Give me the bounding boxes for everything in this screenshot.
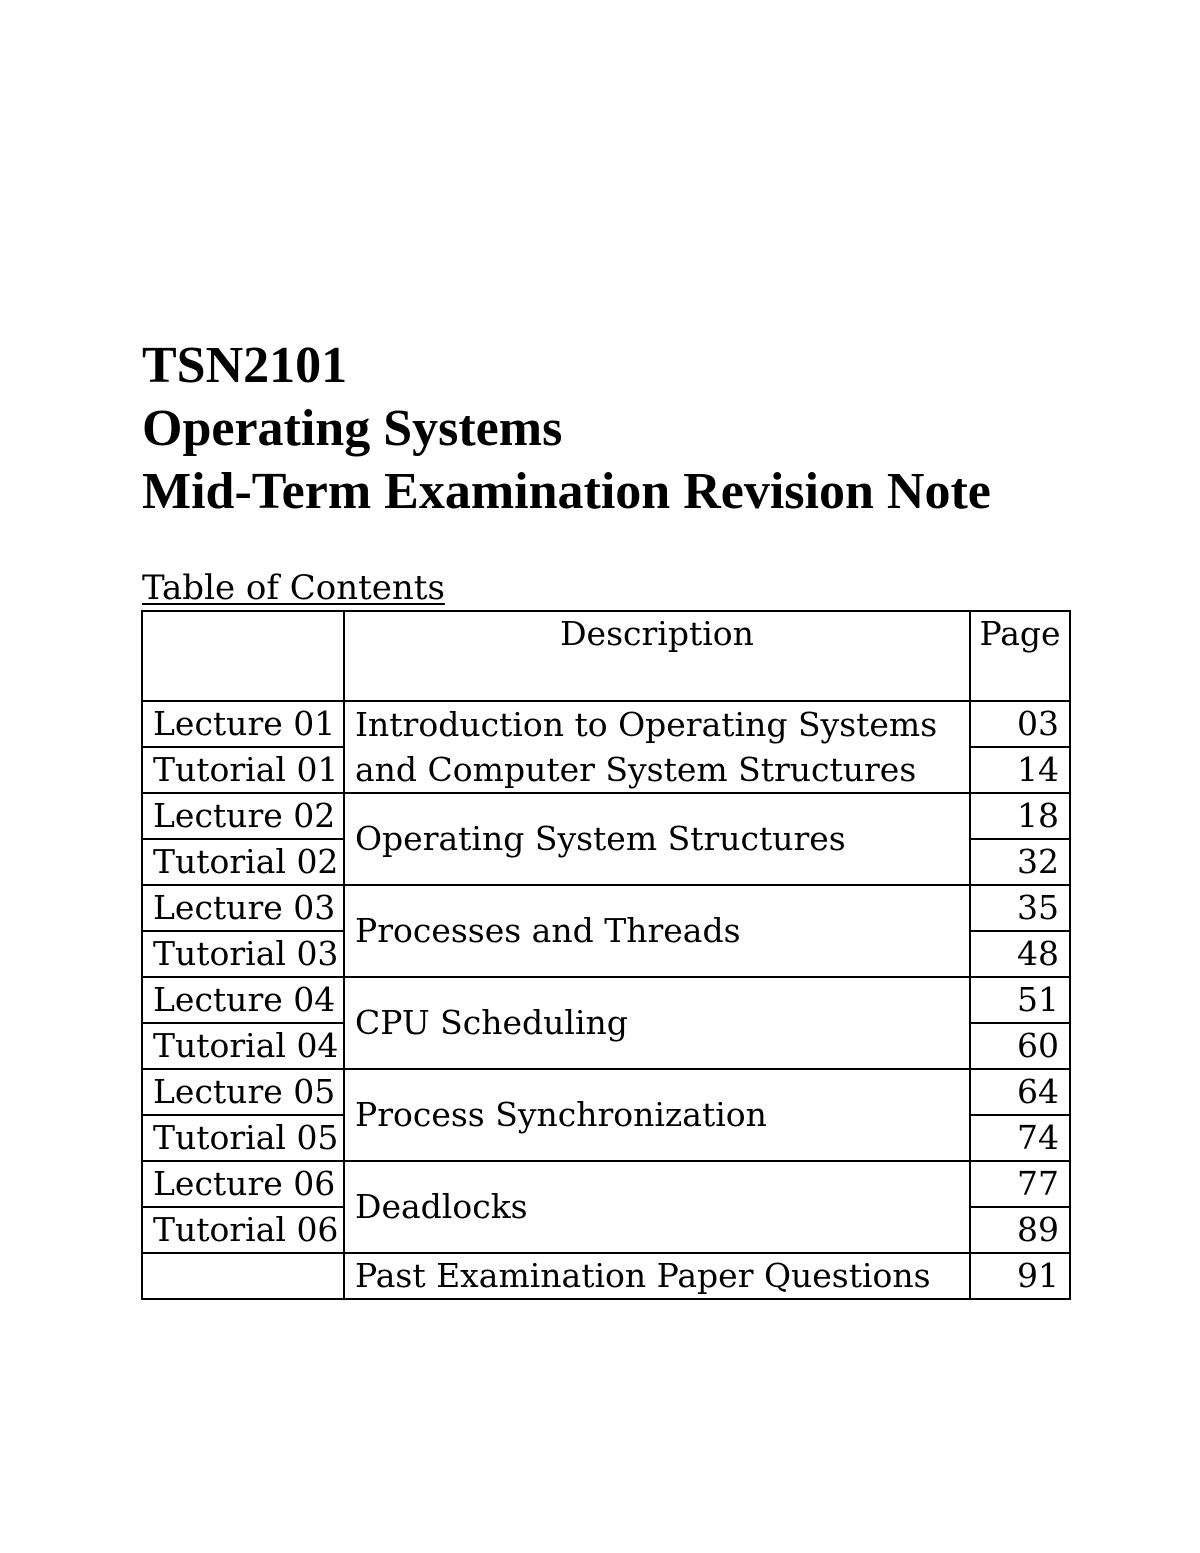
toc-description-cell: Operating System Structures bbox=[344, 793, 970, 885]
toc-session-cell: Tutorial 06 bbox=[142, 1207, 344, 1253]
toc-description-cell: Past Examination Paper Questions bbox=[344, 1253, 970, 1299]
toc-table bbox=[141, 610, 1071, 1300]
toc-page-cell: 60 bbox=[970, 1023, 1070, 1069]
toc-session-cell: Tutorial 03 bbox=[142, 931, 344, 977]
course-name: Operating Systems bbox=[142, 400, 563, 457]
toc-page-cell: 18 bbox=[970, 793, 1070, 839]
toc-description-cell: Process Synchronization bbox=[344, 1069, 970, 1161]
session-column-header bbox=[142, 611, 344, 701]
toc-session-cell: Lecture 05 bbox=[142, 1069, 344, 1115]
toc-page-cell: 77 bbox=[970, 1161, 1070, 1207]
table-row bbox=[142, 701, 1070, 747]
page-column-header: Page bbox=[970, 611, 1070, 701]
toc-session-cell: Lecture 01 bbox=[142, 701, 344, 747]
table-row bbox=[142, 1069, 1070, 1115]
toc-heading: Table of Contents bbox=[142, 568, 445, 608]
toc-description-cell: Processes and Threads bbox=[344, 885, 970, 977]
toc-session-cell: Tutorial 04 bbox=[142, 1023, 344, 1069]
toc-description-cell: Introduction to Operating Systems and Computer System Structures bbox=[344, 701, 970, 793]
toc-session-cell: Tutorial 05 bbox=[142, 1115, 344, 1161]
toc-header-row bbox=[142, 611, 1070, 701]
toc-page-cell: 03 bbox=[970, 701, 1070, 747]
toc-page-cell: 89 bbox=[970, 1207, 1070, 1253]
toc-description-cell: Deadlocks bbox=[344, 1161, 970, 1253]
course-code: TSN2101 bbox=[142, 337, 348, 394]
table-row bbox=[142, 977, 1070, 1023]
toc-page-cell: 74 bbox=[970, 1115, 1070, 1161]
toc-page-cell: 32 bbox=[970, 839, 1070, 885]
table-row bbox=[142, 885, 1070, 931]
toc-body bbox=[142, 701, 1070, 1299]
toc-page-cell: 14 bbox=[970, 747, 1070, 793]
toc-session-cell: Tutorial 02 bbox=[142, 839, 344, 885]
toc-session-cell: Tutorial 01 bbox=[142, 747, 344, 793]
toc-page-cell: 48 bbox=[970, 931, 1070, 977]
toc-session-cell: Lecture 03 bbox=[142, 885, 344, 931]
toc-page-cell: 51 bbox=[970, 977, 1070, 1023]
document-title: Mid-Term Examination Revision Note bbox=[142, 463, 991, 520]
title-block bbox=[142, 334, 991, 523]
toc-session-cell: Lecture 06 bbox=[142, 1161, 344, 1207]
description-column-header: Description bbox=[344, 611, 970, 701]
table-row bbox=[142, 1253, 1070, 1299]
toc-page-cell: 64 bbox=[970, 1069, 1070, 1115]
toc-description-cell: CPU Scheduling bbox=[344, 977, 970, 1069]
toc-session-cell: Lecture 04 bbox=[142, 977, 344, 1023]
toc-page-cell: 35 bbox=[970, 885, 1070, 931]
toc-session-cell: Lecture 02 bbox=[142, 793, 344, 839]
table-row bbox=[142, 793, 1070, 839]
table-row bbox=[142, 1161, 1070, 1207]
toc-page-cell: 91 bbox=[970, 1253, 1070, 1299]
toc-session-cell bbox=[142, 1253, 344, 1299]
